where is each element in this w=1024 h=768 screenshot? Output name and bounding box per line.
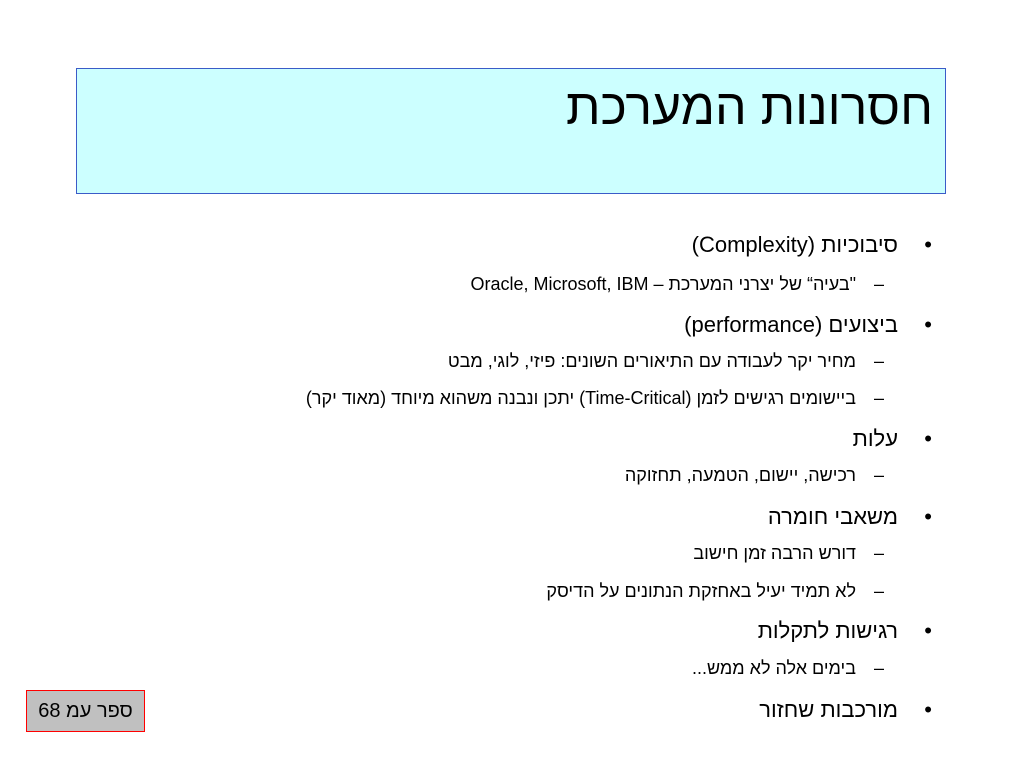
bullet-item-fault-sensitivity: רגישות לתקלות [757,618,898,643]
sub-item-cost-phases: רכישה, יישום, הטמעה, תחזוקה [624,465,856,485]
bullet-item-recovery: מורכבות שחזור [759,697,898,722]
sub-item-time-critical: ביישומים רגישים לזמן (Time-Critical) יתכן ונבנה משהוא מיוחד (מאוד יקר) [305,388,856,408]
sub-item-vendors: "בעיה“ של יצרני המערכת – Oracle, Microsoft, IBM [470,274,856,294]
sub-item-compute-time: דורש הרבה זמן חישוב [693,543,856,563]
bullet-item-complexity: סיבוכיות (Complexity) [691,232,898,257]
sub-item-disk-storage: לא תמיד יעיל באחזקת הנתונים על הדיסק [546,581,856,601]
page-reference-badge: ספר עמ 68 [26,690,145,732]
bullet-item-hardware: משאבי חומרה [767,504,898,529]
slide-title: חסרונות המערכת [566,79,933,135]
dash-marker: – [873,543,884,563]
bullet-marker: • [924,618,932,643]
dash-marker: – [873,465,884,485]
dash-marker: – [873,581,884,601]
sub-item-nowadays: בימים אלה לא ממש... [691,658,856,678]
bullet-marker: • [924,312,932,337]
bullet-marker: • [924,426,932,451]
dash-marker: – [873,658,884,678]
dash-marker: – [873,351,884,371]
bullet-marker: • [924,232,932,257]
dash-marker: – [873,388,884,408]
bullet-marker: • [924,504,932,529]
bullet-item-performance: ביצועים (performance) [684,312,898,337]
bullet-item-cost: עלות [852,426,898,451]
bullet-marker: • [924,697,932,722]
dash-marker: – [873,274,884,294]
sub-item-descriptions-cost: מחיר יקר לעבודה עם התיאורים השונים: פיזי, לוגי, מבט [447,351,856,371]
